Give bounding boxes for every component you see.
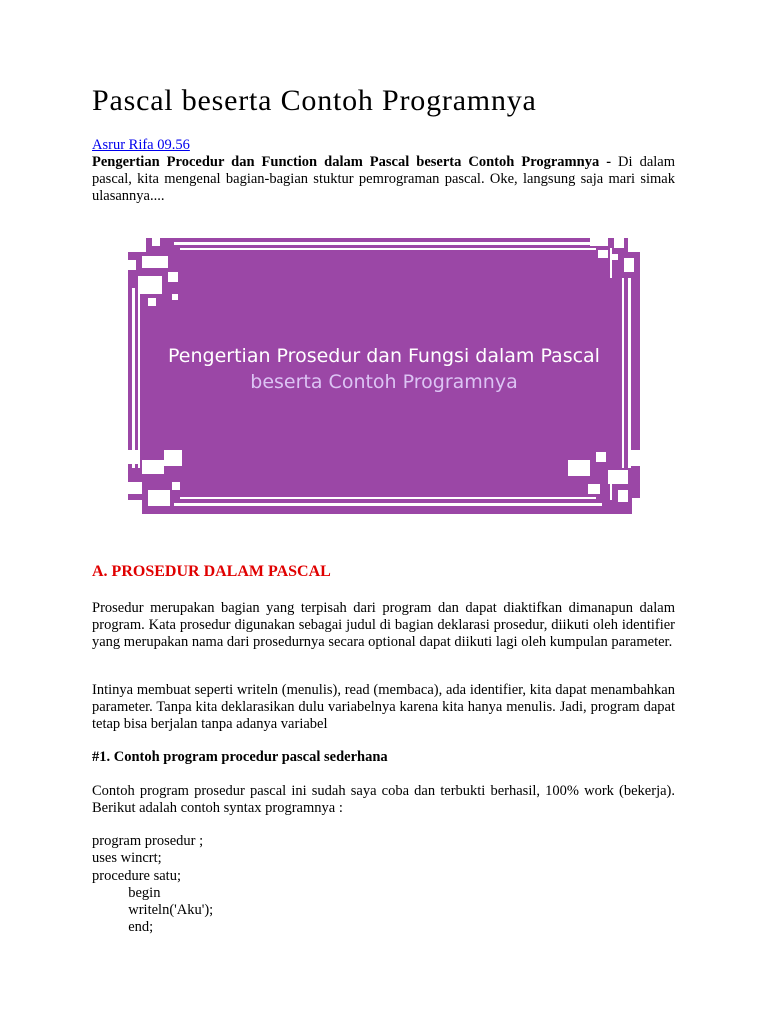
example-description: Contoh program prosedur pascal ini sudah saya coba dan terbukti berhasil, 100% work (bekerja). Berikut adalah contoh syntax programnya :: [92, 783, 675, 816]
section-title: A. PROSEDUR DALAM PASCAL: [92, 563, 331, 580]
code-snippet: program prosedur ; uses wincrt; procedure satu; begin writeln('Aku'); end;: [92, 833, 214, 936]
post-title: Pascal beserta Contoh Programnya: [92, 84, 537, 117]
section-paragraph-2: Intinya membuat seperti writeln (menulis), read (membaca), ada identifier, kita dapat menambahkan parameter. Tanpa kita deklarasikan dulu variabelnya karena kita hanya menulis. Jadi, program dapat tetap bisa berjalan tanpa adanya variabel: [92, 682, 675, 732]
intro-paragraph: [92, 154, 675, 205]
author-link[interactable]: Asrur Rifa 09.56: [92, 137, 190, 153]
banner-image: [128, 238, 640, 514]
intro-text: Di dalam pascal, kita mengenal bagian-bagian stuktur pemrograman pascal. Oke, langsung saja mari simak ulasannya....: [92, 154, 676, 204]
intro-bold-lead: Pengertian Procedur dan Function dalam Pascal beserta Contoh Programnya -: [92, 154, 612, 170]
example-heading: #1. Contoh program procedur pascal sederhana: [92, 749, 388, 765]
section-paragraph-1: Prosedur merupakan bagian yang terpisah dari program dan dapat diaktifkan dimanapun dalam program. Kata prosedur digunakan sebagai judul di bagian deklarasi prosedur, diikuti oleh identifier yang merupakan nama dari prosedurnya secara optional dapat diikuti lagi oleh kumpulan parameter.: [92, 600, 675, 650]
banner-line2: beserta Contoh Programnya: [250, 371, 518, 393]
banner-line1: Pengertian Prosedur dan Fungsi dalam Pascal: [168, 345, 600, 367]
